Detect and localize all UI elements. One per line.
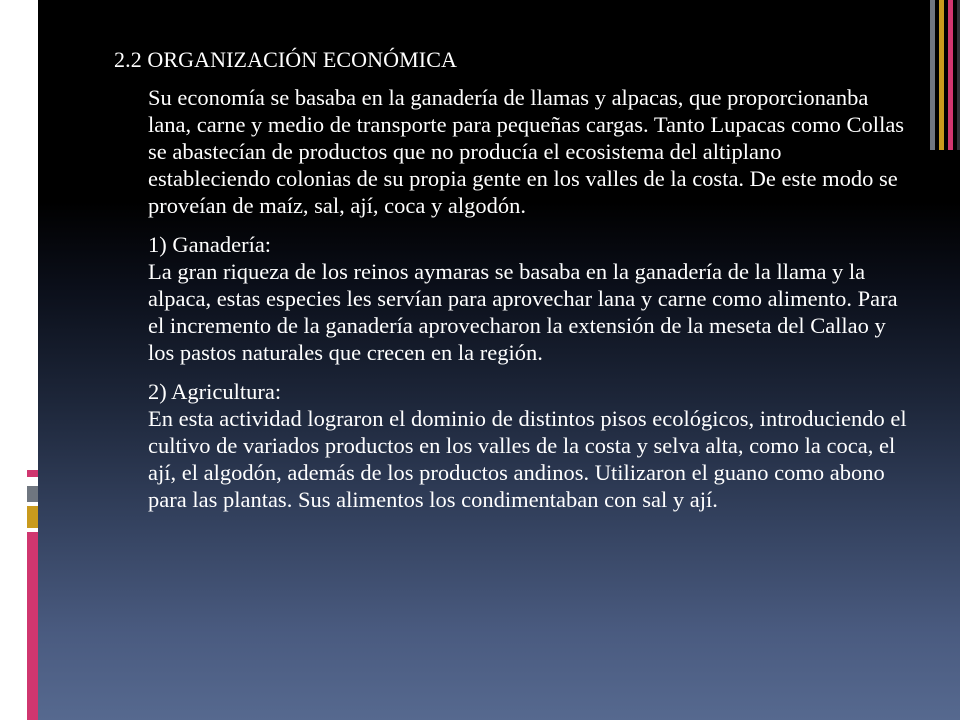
section-heading: 2) Agricultura: [148,379,282,404]
section-body: La gran riqueza de los reinos aymaras se basaba en la ganadería de la llama y la alpaca, estas especies les servían para aprovechar lana y carne como alimento. Para el incremento de la ganadería aprovecharon la extensión de la meseta del Callao y los pastos naturales que crecen en la región. [148,259,898,365]
intro-paragraph: Su economía se basaba en la ganadería de llamas y alpacas, que proporcionanba lana, carne y medio de transporte para pequeñas cargas. Tanto Lupacas como Collas se abastecían de productos que no producía el ecosistema del altiplano estableciendo colonias de su propia gente en los valles de la costa. De este modo se proveían de maíz, sal, ají, coca y algodón. [148,85,905,218]
accent-bar-pink [948,0,953,150]
accent-bar-gray [930,0,935,150]
accent-segment-gray [27,486,38,502]
section-ganaderia [148,231,908,366]
section-agricultura [148,378,908,513]
accent-segment-gold [27,506,38,528]
accent-bars-top-right [922,0,960,150]
accent-bar-gold [939,0,944,150]
accent-bars-bottom-left [27,470,38,720]
section-body: En esta actividad lograron el dominio de distintos pisos ecológicos, introduciendo el cultivo de variados productos en los valles de la costa y selva alta, como la coca, el ají, el algodón, además de los productos andinos. Utilizaron el guano como abono para las plantas. Sus alimentos los condimentaban con sal y ají. [148,406,907,512]
slide-content [114,46,914,525]
accent-segment-pink-top [27,470,38,477]
accent-segment-pink [27,532,38,720]
section-heading: 1) Ganadería: [148,232,272,257]
slide-title: 2.2 ORGANIZACIÓN ECONÓMICA [114,47,457,72]
